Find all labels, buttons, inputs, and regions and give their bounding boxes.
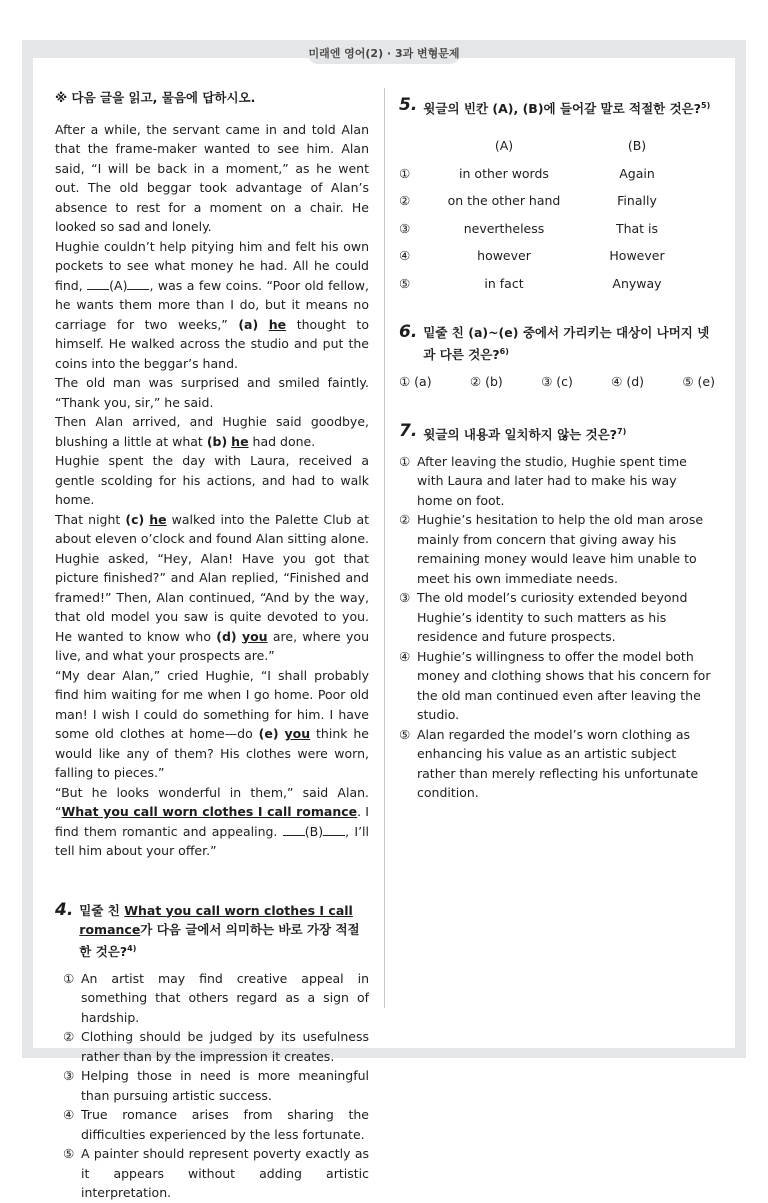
option-mark: ③ — [399, 590, 411, 606]
passage-paragraph-7 — [55, 666, 369, 783]
passage-paragraph-6 — [55, 510, 369, 666]
text: had done. — [248, 433, 316, 449]
option-2[interactable]: ② (b) — [469, 374, 503, 390]
passage-paragraph-1: After a while, the servant came in and told Alan that the frame-maker wanted to see him. Alan said, “I will be back in a moment,” as he went out. The old beggar took advantage of Alan’s absence to rest for a moment on a chair. He looked so sad and lonely. — [55, 121, 369, 234]
table-row[interactable] — [399, 270, 715, 298]
option-text: An artist may find creative appeal in something that others regard as a sign of hardship. — [81, 970, 369, 1025]
question-number: 4. — [55, 899, 74, 920]
option-1[interactable] — [399, 452, 715, 511]
text: , was a few coins. “Poor old fellow, he wants them more than I do, but it means no carriage for two weeks,” — [55, 277, 369, 332]
question-number: 5. — [399, 95, 418, 115]
blank-line — [323, 823, 345, 836]
question-number: 7. — [399, 420, 418, 441]
text: 밑줄 친 (a)~(e) 중에서 가리키는 대상이 나머지 넷과 다른 것은? — [423, 325, 710, 363]
question-7-stem — [399, 422, 715, 444]
cell-b: Anyway — [612, 275, 662, 291]
table-row[interactable] — [399, 187, 715, 215]
underlined-he-b: he — [231, 433, 249, 449]
option-mark: ③ — [63, 1068, 75, 1084]
cell-a: in fact — [484, 275, 524, 291]
question-4 — [55, 901, 369, 1203]
passage-paragraph-2 — [55, 237, 369, 374]
cell-b: Again — [619, 165, 655, 181]
table-row[interactable] — [399, 242, 715, 270]
option-mark: ⑤ — [63, 1146, 75, 1162]
option-mark: ② — [63, 1029, 75, 1045]
stem-text — [423, 323, 715, 364]
footnote-ref: 7) — [617, 426, 627, 436]
option-mark: ④ — [399, 248, 411, 264]
option-mark: ⑤ — [399, 275, 411, 291]
option-text: Clothing should be judged by its usefulness rather than by the impression it creates. — [81, 1029, 369, 1064]
underlined-romance-phrase: What you call worn clothes I call romance — [61, 804, 358, 819]
cell-a: in other words — [459, 165, 549, 181]
option-5[interactable]: ⑤ (e) — [682, 374, 715, 390]
question-4-options — [63, 969, 369, 1203]
blank-label-a: (A) — [109, 277, 128, 293]
question-5 — [399, 96, 715, 297]
text: think he would like any of them? His clothes were worn, falling to pieces.” — [55, 726, 369, 780]
table-header — [399, 132, 715, 160]
option-text: Alan regarded the model’s worn clothing as enhancing his value as an artistic subject rather than merely reflecting his unfortunate condition. — [417, 726, 699, 801]
left-column — [55, 88, 369, 1203]
option-4[interactable]: ④ (d) — [611, 374, 645, 390]
option-text: True romance arises from sharing the difficulties experienced by the less fortunate. — [81, 1107, 369, 1142]
cell-a: on the other hand — [447, 193, 561, 209]
table-row[interactable] — [399, 215, 715, 243]
text: 가 다음 글에서 의미하는 바로 가장 적절한 것은? — [79, 921, 360, 959]
column-divider — [384, 88, 385, 1008]
answer-table — [399, 132, 715, 297]
blank-line — [283, 823, 305, 836]
cell-b: Finally — [617, 193, 657, 209]
text: walked into the Palette Club at about eleven o’clock and found Alan sitting alone. Hughie asked, “Hey, Alan! Have you got that picture finished?” and Alan replied, “Finished and framed!” Then, Alan continued, “And by the way, that old model you saw is quite devoted to you. He wanted to know who — [55, 511, 369, 644]
option-mark: ① — [63, 970, 75, 986]
marker-a: (a) — [238, 316, 259, 332]
table-row[interactable] — [399, 160, 715, 188]
option-text: After leaving the studio, Hughie spent time with Laura and later had to make his way home on foot. — [417, 453, 687, 508]
option-5[interactable] — [399, 725, 715, 803]
text: “But he looks wonderful in them,” said Alan. “ — [55, 784, 369, 819]
option-text: Hughie’s willingness to offer the model both money and clothing shows that his concern for the old man continued even after leaving the studio. — [417, 648, 711, 723]
passage-paragraph-8 — [55, 783, 369, 861]
text: , I’ll tell him about your offer.” — [55, 823, 369, 858]
option-text: A painter should represent poverty exactly as it appears without adding artistic interpretation. — [81, 1146, 369, 1201]
option-mark: ③ — [399, 220, 411, 236]
option-3[interactable]: ③ (c) — [541, 374, 573, 390]
question-6-options — [399, 372, 715, 392]
cell-a: however — [477, 248, 531, 264]
instruction: ※ 다음 글을 읽고, 물음에 답하시오. — [55, 90, 256, 105]
stem-text — [423, 422, 626, 444]
question-7 — [399, 422, 715, 803]
text: 윗글의 빈칸 (A), (B)에 들어갈 말로 적절한 것은? — [423, 101, 702, 117]
option-mark: ① — [399, 165, 411, 181]
option-2[interactable] — [63, 1027, 369, 1066]
header-b: (B) — [627, 138, 647, 154]
underlined-you-d: you — [241, 628, 268, 644]
stem-text — [423, 96, 710, 118]
footnote-ref: 4) — [127, 943, 137, 953]
text: Then Alan arrived, and Hughie said goodbye, blushing a little at what — [55, 414, 369, 449]
underlined-you-e: you — [284, 726, 311, 741]
option-1[interactable]: ① (a) — [399, 374, 432, 390]
passage-paragraph-3: The old man was surprised and smiled faintly. “Thank you, sir,” he said. — [55, 375, 369, 410]
blank-line — [127, 277, 149, 290]
passage-paragraph-4 — [55, 412, 369, 451]
option-4[interactable] — [63, 1105, 369, 1144]
header-a: (A) — [494, 138, 514, 154]
cell-b: However — [609, 248, 665, 264]
option-3[interactable] — [63, 1066, 369, 1105]
option-1[interactable] — [63, 969, 369, 1028]
option-3[interactable] — [399, 588, 715, 647]
option-text: Helping those in need is more meaningful than pursuing artistic success. — [81, 1068, 369, 1103]
option-mark: ④ — [399, 648, 411, 664]
question-6-stem — [399, 323, 715, 364]
question-7-options — [399, 452, 715, 803]
marker-c: (c) — [125, 511, 145, 527]
question-5-stem — [399, 96, 715, 118]
text: are, where you live, and what your prospects are.” — [55, 628, 369, 663]
option-text: Hughie’s hesitation to help the old man arose mainly from concern that giving away his remaining money would leave him unable to meet his own immediate needs. — [417, 512, 704, 586]
marker-d: (d) — [216, 628, 237, 644]
header-title: 미래엔 영어(2) · 3과 변형문제 — [308, 42, 460, 64]
option-mark: ② — [399, 193, 411, 209]
question-number: 6. — [399, 322, 418, 343]
footnote-ref: 6) — [499, 347, 509, 357]
marker-b: (b) — [206, 433, 228, 449]
passage-paragraph-5: Hughie spent the day with Laura, received a gentle scolding for his actions, and had to walk home. — [55, 453, 369, 507]
cell-a: nevertheless — [463, 220, 545, 236]
underlined-he-c: he — [149, 511, 167, 527]
cell-b: That is — [615, 220, 659, 236]
stem-text — [79, 901, 369, 961]
right-column — [399, 96, 715, 803]
stem-underlined: What you call worn clothes I call romance — [79, 902, 353, 937]
text: Hughie couldn’t help pitying him and felt his own pockets to see what money he had. All he could find, — [55, 238, 369, 293]
text: “My dear Alan,” cried Hughie, “I shall probably find him waiting for me when I go home. Poor old man! I wish I could do something for him. I have some old clothes at home—do — [55, 667, 369, 741]
question-4-stem — [55, 901, 369, 961]
option-mark: ⑤ — [399, 726, 411, 742]
option-2[interactable] — [399, 510, 715, 588]
marker-e: (e) — [258, 726, 279, 741]
text: 밑줄 친 — [79, 902, 125, 918]
passage — [55, 120, 369, 861]
footnote-ref: 5) — [701, 101, 711, 110]
text: That night — [55, 511, 126, 527]
blank-line — [87, 277, 109, 290]
option-text: The old model’s curiosity extended beyond Hughie’s identity to such matters as his residence and future prospects. — [417, 590, 688, 645]
question-6 — [399, 323, 715, 392]
text: . I find them romantic and appealing. — [55, 804, 369, 839]
option-5[interactable] — [63, 1144, 369, 1203]
underlined-he-a: he — [268, 316, 287, 332]
text: thought to himself. He walked across the studio and put the coins into the beggar’s hand. — [55, 316, 369, 371]
option-4[interactable] — [399, 647, 715, 725]
blank-label-b: (B) — [304, 823, 324, 839]
option-mark: ④ — [63, 1107, 75, 1123]
text: 윗글의 내용과 일치하지 않는 것은? — [423, 426, 618, 442]
option-mark: ② — [399, 512, 411, 528]
option-mark: ① — [399, 453, 411, 469]
